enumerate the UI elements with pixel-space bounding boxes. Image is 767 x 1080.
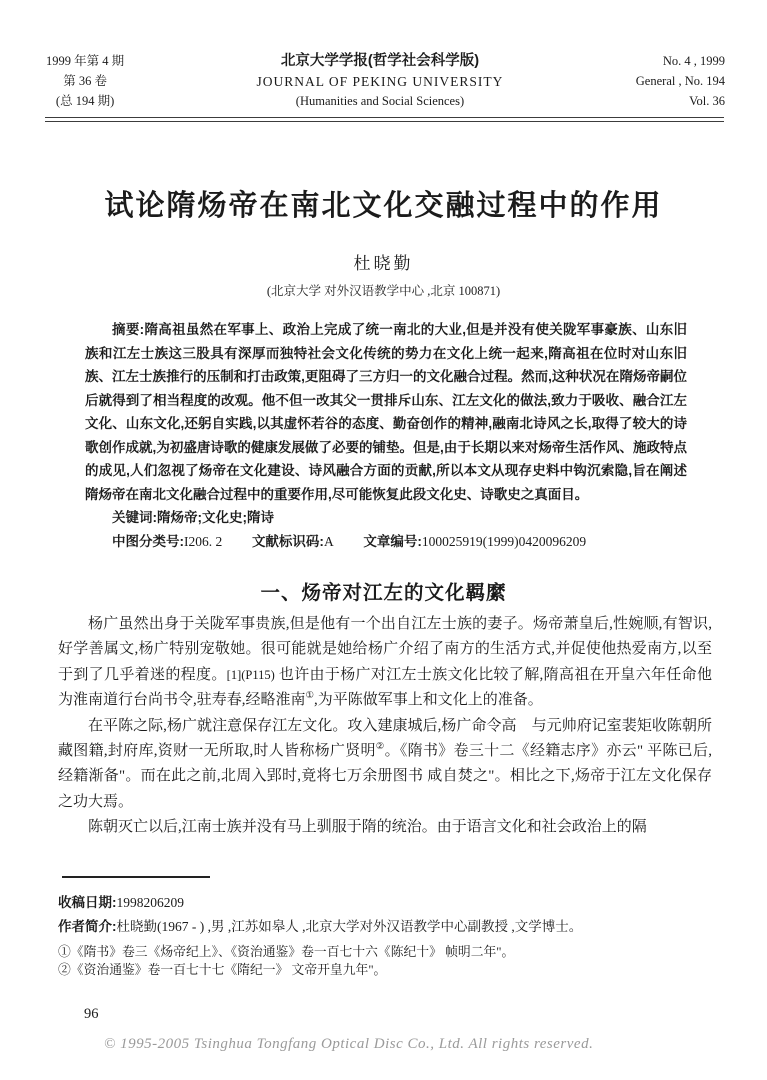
article-affiliation: (北京大学 对外汉语教学中心 ,北京 100871) [266,284,501,298]
author-bio-label: 作者简介: [58,919,117,934]
abstract-label: 摘要: [112,322,145,337]
p2-text: 在平陈之际,杨广就注意保存江左文化。攻入建康城后,杨广命令高 与元帅府记室裴矩收陈朝所藏图籍,封府库,资财一无所取,时人皆称杨广贤明 [58,717,712,760]
journal-name-en: JOURNAL OF PEKING UNIVERSITY [256,74,504,89]
header-divider [45,117,724,122]
volume-line-en: Vol. 36 [689,94,725,108]
abstract-paragraph [85,318,687,506]
issue-line-en: No. 4 , 1999 [662,54,725,68]
cumulative-issue-line: (总 194 期) [55,94,115,108]
classification-line [85,530,687,554]
abstract-block [85,318,687,553]
doc-code-label: 文献标识码: [251,533,324,549]
received-date-label: 收稿日期: [58,895,117,910]
paragraph-2 [58,714,712,816]
issue-info-en [636,51,725,111]
copyright-notice: © 1995-2005 Tsinghua Tongfang Optical Disc Co., Ltd. All rights reserved. [104,1036,594,1052]
p2-text: 。《隋书》卷三十二《经籍志序》亦云" 平陈已后,经籍渐备"。而在此之前,北周入郢时,竟将七万余册图书 咸自焚之"。相比之下,炀帝于江左文化保存之功大焉。 [58,743,712,810]
footnote-item-2: ②《资治通鉴》卷一百七十七《隋纪一》 文帝开皇九年"。 [58,962,387,977]
article-no-label: 文章编号: [363,533,422,549]
footnote-mark-2: ② [375,742,385,753]
journal-name-cn: 北京大学学报(哲学社会科学版) [280,53,480,69]
p3-text: 陈朝灭亡以后,江南士族并没有马上驯服于隋的统治。由于语言文化和社会政治上的隔 [88,819,647,836]
journal-name [124,51,636,111]
article-title: 试论隋炀帝在南北文化交融过程中的作用 [104,190,663,222]
clc-label: 中图分类号: [112,533,184,549]
journal-masthead [46,51,725,111]
volume-line: 第 36 卷 [63,74,107,88]
p1-text: 杨广虽然出身于关陇军事贵族,但是他有一个出自江左士族的妻子。炀帝萧皇后,性婉顺,有智识,好学善属文,杨广特别宠敬她。很可能就是她给杨广介绍了南方的生活方式,并促使他热爱南方,以至于到了几乎着迷的程度。 [58,616,712,683]
received-date-line [58,891,712,915]
p1-text: ,为平陈做军事上和文化上的准备。 [314,692,543,709]
footnote-list [58,944,712,979]
article-author: 杜晓勤 [353,254,414,273]
article-no-value: 100025919(1999)0420096209 [421,533,587,549]
footnote-divider [62,876,210,878]
author-bio-value: 杜晓勤(1967 - ) ,男 ,江苏如皋人 ,北京大学对外汉语教学中心副教授 ,文学博士。 [116,919,583,934]
citation-ref: [1](P115) [226,667,275,682]
paragraph-3 [58,815,712,840]
keywords-text: 隋炀帝;文化史;隋诗 [157,510,274,525]
clc-value: I206. 2 [184,533,223,549]
page-number: 96 [84,1006,99,1022]
keywords-label: 关键词: [112,510,157,525]
footnote-mark-1: ① [305,691,315,702]
issue-info [46,51,124,111]
footnote-area [58,876,712,979]
p1-text: 也许由于杨广对江左士族文化比较了解,隋高祖在开皇六年任命他为淮南道行台尚书令,驻寿春,经略淮南 [58,666,712,709]
article-body [58,612,712,841]
paragraph-1 [58,612,712,714]
keywords-line [85,506,687,530]
section-heading-1: 一、炀帝对江左的文化羁縻 [260,582,507,604]
doc-code-value: A [323,533,334,549]
issue-line: 1999 年第 4 期 [46,54,125,68]
received-date-value: 1998206209 [116,895,184,910]
footnote-item-1: ①《隋书》卷三《炀帝纪上》、《资治通鉴》卷一百七十六《陈纪十》 帧明二年"。 [58,945,515,959]
journal-subtitle-en: (Humanities and Social Sciences) [295,94,465,108]
abstract-text: 隋高祖虽然在军事上、政治上完成了统一南北的大业,但是并没有使关陇军事豪族、山东旧族和江左士族这三股具有深厚而独特社会文化传统的势力在文化上统一起来,隋高祖在位时对山东旧族、江左士族推行的压制和打击政策,更阻碍了三方归一的文化融合过程。然而,这种状况在隋炀帝嗣位后就得到了相当程度的改观。他不但一改其父一贯排斥山东、江左文化的做法,致力于吸收、融合江左文化、山东文化,还躬自实践,以其虚怀若谷的态度、勤奋创作的精神,融南北诗风之长,取得了较大的诗歌创作成就,为初盛唐诗歌的健康发展做了必要的铺垫。但是,由于长期以来对炀帝生活作风、施政特点的成见,人们忽视了炀帝在文化建设、诗风融合方面的贡献,所以本文从现存史料中钩沉索隐,旨在阐述隋炀帝在南北文化融合过程中的重要作用,尽可能恢复此段文化史、诗歌史之真面目。 [85,322,688,502]
author-bio-line [58,915,712,939]
general-number-line: General , No. 194 [635,74,725,88]
